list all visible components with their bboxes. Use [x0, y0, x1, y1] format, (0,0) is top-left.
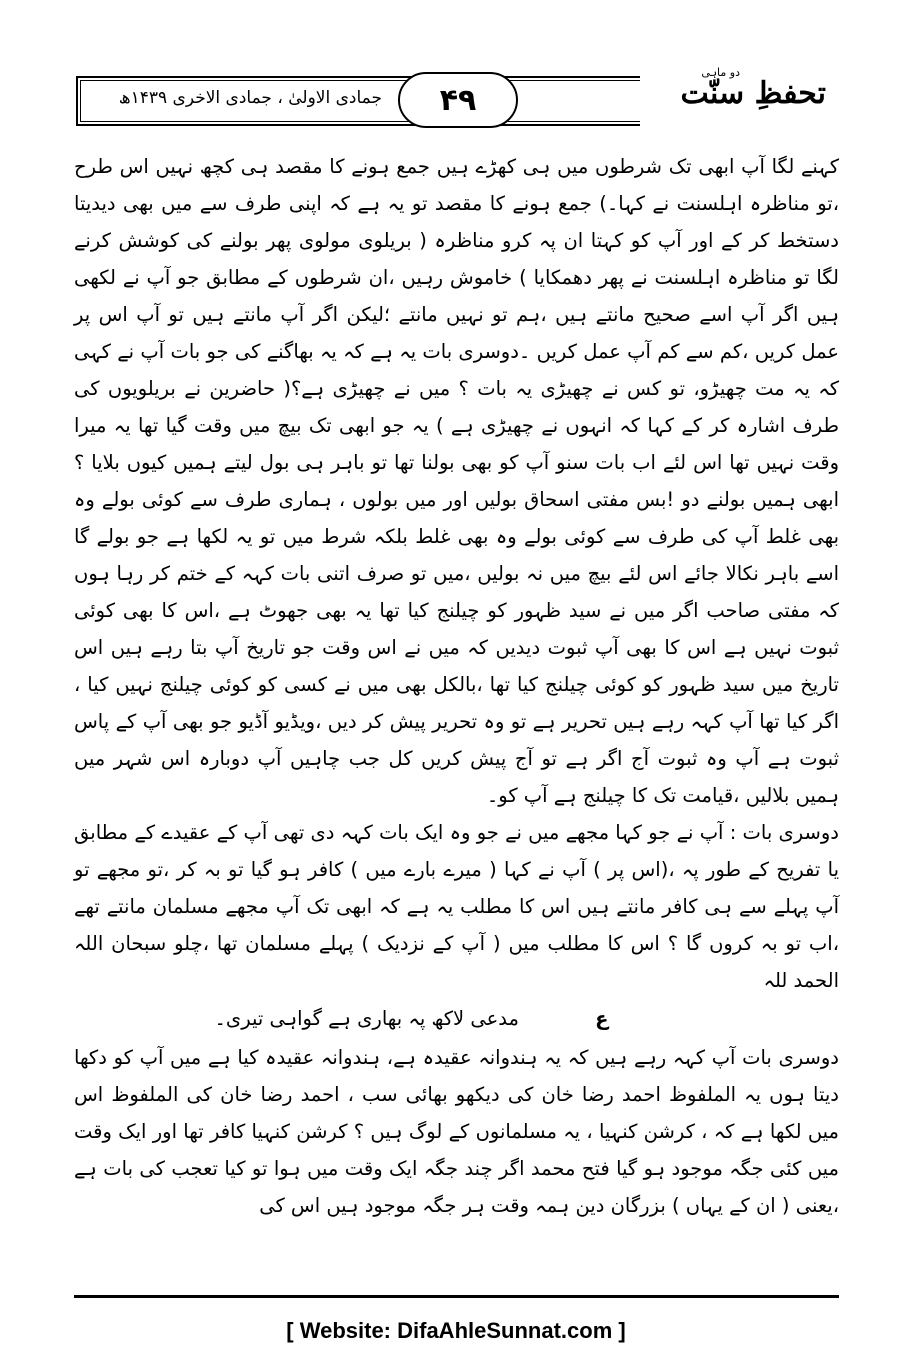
page-number: ۴۹	[398, 72, 518, 128]
paragraph-3: دوسری بات آپ کہہ رہے ہیں کہ یہ ہندوانہ عقیدہ ہے، ہندوانہ عقیدہ کیا ہے میں آپ کو دکھا دیتا ہوں یہ الملفوظ احمد رضا خان کی دیکھو بھائی سب ، احمد رضا خان کی الملفوظ اس میں لکھا ہے کہ ، کرشن کنہیا ، یہ مسلمانوں کے لوگ ہیں ؟ کرشن کنہیا کافر تھا اور ایک وقت میں کئی جگہ موجود ہو گیا فتح محمد اگر چند جگہ ایک وقت میں ہوا تو کیا تعجب کی بات ہے ،یعنی ( ان کے یہاں ) بزرگان دین ہمہ وقت ہر جگہ موجود ہیں اس کی	[74, 1046, 839, 1217]
footer-divider	[74, 1295, 839, 1298]
masthead-logo	[640, 66, 836, 128]
couplet-mark: ع	[595, 1007, 609, 1030]
masthead-title: تحفظِ سنّت	[680, 76, 826, 111]
paragraph-1: کہنے لگا آپ ابھی تک شرطوں میں ہی کھڑے ہیں جمع ہونے کا مقصد ہی کچھ نہیں اس طرح ،تو مناظرہ اہلسنت نے کہا۔) جمع ہونے کا مقصد تو یہ ہے کہ اپنی طرف سے میں بھی دیدیتا دستخط کر کے اور آپ کو کہتا ان پہ کرو مناظرہ ( بریلوی مولوی پھر بولنے کی کوشش کرنے لگا تو مناظرہ اہلسنت نے پھر دھمکایا ) خاموش رہیں ،ان شرطوں کے مطابق جو آپ نے لکھی ہیں اگر آپ اسے صحیح مانتے ہیں ،ہم تو نہیں مانتے ؛لیکن اگر آپ مانتے ہیں تو آپ اس پر عمل کریں ،کم سے کم آپ عمل کریں ۔دوسری بات یہ ہے کہ یہ بھاگنے کی جو بات آپ نے کہی کہ یہ مت چھیڑو، تو کس نے چھیڑی یہ بات ؟ میں نے چھیڑی ہے؟( حاضرین نے بریلویوں کی طرف اشارہ کر کے کہا کہ انہوں نے چھیڑی ہے ) یہ جو ابھی تک بیچ میں وقت گیا تھا یہ میرا وقت نہیں تھا اس لئے اب بات سنو آپ کو بھی بولنا تھا تو باہر ہی بول لیتے ہمیں کیوں بلایا ؟ ابھی ہمیں بولنے دو !بس مفتی اسحاق بولیں اور میں بولوں ، ہماری طرف سے کوئی بولے وہ بھی غلط آپ کی طرف سے کوئی بولے وہ بھی غلط بلکہ شرط میں تو یہ لکھا ہے جو بولے گا اسے باہر نکالا جائے اس لئے بیچ میں نہ بولیں ،میں تو صرف اتنی بات کہہ کے ختم کر رہا ہوں کہ مفتی صاحب اگر میں نے سید ظہور کو چیلنج کیا تھا یہ بھی جھوٹ ہے ،اس کا بھی کوئی ثبوت نہیں ہے اس کا بھی آپ ثبوت دیدیں کہ میں نے اس وقت جو تاریخ آپ بتا رہے ہیں اس تاریخ میں سید ظہور کو کوئی چیلنج کیا تھا ،بالکل بھی میں نے کسی کو کوئی چیلنج نہیں کیا ، اگر کیا تھا آپ کہہ رہے ہیں تحریر ہے تو وہ تحریر پیش کر دیں ،ویڈیو آڈیو جو بھی آپ کے پاس ثبوت ہے آپ وہ ثبوت آج اگر ہے تو آج پیش کریں کل جب چاہیں آپ دوبارہ اس شہر میں ہمیں بلالیں ،قیامت تک کا چیلنج ہے آپ کو۔	[74, 155, 839, 807]
issue-date: جمادی الاولیٰ ، جمادی الاخری ۱۴۳۹ھ	[118, 88, 382, 108]
masthead-subtitle: دو ماہی	[701, 66, 740, 79]
website-footer: [ Website: DifaAhleSunnat.com ]	[286, 1318, 626, 1343]
article-body	[74, 148, 839, 1224]
paragraph-2: دوسری بات : آپ نے جو کہا مجھے میں نے جو وہ ایک بات کہہ دی تھی آپ کے عقیدے کے مطابق یا تفریح کے طور پہ ،(اس پر ) آپ نے کہا ( میرے بارے میں ) کافر ہو گیا تو بہ کر ،تو مجھے تو آپ پہلے سے ہی کافر مانتے ہیں اس کا مطلب یہ ہے کہ ابھی تک آپ مجھے مسلمان مانتے تھے ،اب تو بہ کروں گا ؟ اس کا مطلب میں ( آپ کے نزدیک ) پہلے مسلمان تھا ،چلو سبحان اللہ الحمد للہ	[74, 821, 839, 992]
couplet-text: مدعی لاکھ پہ بھاری ہے گواہی تیری۔	[214, 1007, 519, 1030]
couplet-line	[74, 999, 839, 1039]
